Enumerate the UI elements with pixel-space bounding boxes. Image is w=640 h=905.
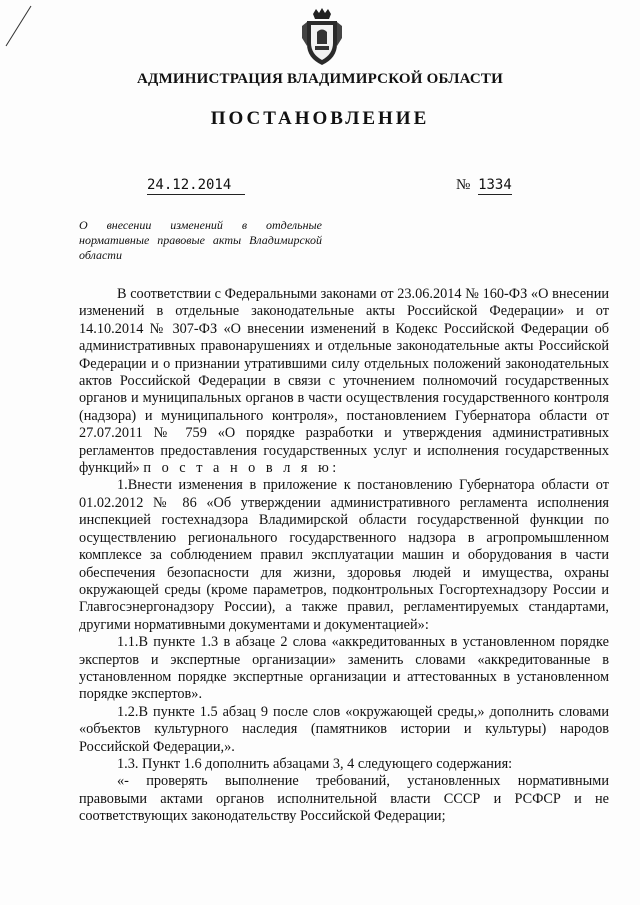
- organization-title: АДМИНИСТРАЦИЯ ВЛАДИМИРСКОЙ ОБЛАСТИ: [137, 71, 503, 87]
- item-1-1: 1.1.В пункте 1.3 в абзаце 2 слова «аккредитованных в установленном порядке экспертов и экспертные организации» заменить словами «аккредитованные в установленном порядке экспертные организации и аттестованных в установленном порядке экспертов».: [79, 634, 609, 703]
- item-1-3: 1.3. Пункт 1.6 дополнить абзацами 3, 4 следующего содержания:: [117, 755, 513, 772]
- document-body: [79, 286, 609, 826]
- item-1-2: 1.2.В пункте 1.5 абзац 9 после слов «окружающей среды,» дополнить словами «объектов культурного наследия (памятников истории и культуры) народов Российской Федерации,».: [79, 703, 609, 755]
- document-date: 24.12.2014: [147, 177, 245, 195]
- document-number: [456, 177, 512, 194]
- item-1-3-quote: «- проверять выполнение требований, установленных нормативными правовыми актами органов исполнительной власти СССР и РСФСР и не соответствующих законодательству Российской Федерации;: [79, 773, 609, 825]
- coat-of-arms-icon: [299, 8, 345, 68]
- document-subject: О внесении изменений в отдельные нормативные правовые акты Владимирской области: [79, 218, 322, 262]
- preamble-text: В соответствии с Федеральными законами от 23.06.2014 № 160-ФЗ «О внесении изменений в отдельные законодательные акты Российской Федерации» и от 14.10.2014 № 307-ФЗ «О внесении изменений в Кодекс Российской Федерации об административных правонарушениях и отдельные законодательные акты Российской Федерации и о признании утратившими силу отдельных положений законодательных актов Российской Федерации в связи с уточнением полномочий государственных органов и муниципальных органов в части осуществления государственного контроля (надзора) и муниципального контроля», постановлением Губернатора области от 27.07.2011 № 759 «О порядке разработки и утверждения административных регламентов предоставления государственных услуг и исполнения государственных функций»: [79, 286, 609, 477]
- document-type: ПОСТАНОВЛЕНИЕ: [210, 108, 430, 129]
- preamble-paragraph: [79, 286, 609, 477]
- handwritten-stroke: [0, 0, 40, 60]
- number-value: 1334: [478, 177, 512, 193]
- number-sign: №: [456, 177, 471, 193]
- decree-word: п о с т а н о в л я ю:: [143, 460, 340, 477]
- item-1: 1.Внести изменения в приложение к постановлению Губернатора области от 01.02.2012 № 86 «Об утверждении административного регламента исполнения инспекцией гостехнадзора Владимирской области государственной функции по осуществлению регионального государственного надзора в агропромышленном комплексе за соблюдением правил эксплуатации машин и оборудования в части обеспечения безопасности для жизни, здоровья людей и имущества, охраны окружающей среды (кроме параметров, подконтрольных Госгортехнадзору России и Главгосэнергонадзору России), а также правил, регламентируемых стандартами, другими нормативными документами и документацией»:: [79, 477, 609, 633]
